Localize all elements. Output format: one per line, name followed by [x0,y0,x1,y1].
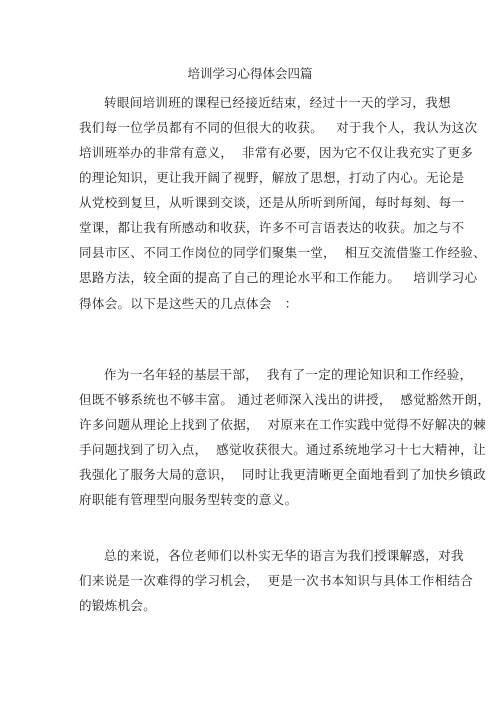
paragraph-2-line: 许多问题从理论上找到了依据， 对原来在工作实践中觉得不好解决的棘 [79,417,486,432]
paragraph-3-line: 的锻炼机会。 [79,598,157,613]
paragraph-2-line: 手问题找到了切入点， 感觉收获很大。通过系统地学习十七大精神，让 [79,442,486,457]
paragraph-3-line: 们来说是一次难得的学习机会， 更是一次书本知识与具体工作相结合 [79,573,474,588]
paragraph-1-line: 的理论知识，更让我开阔了视野，解放了思想，打动了内心。无论是 [79,170,465,185]
paragraph-2-line: 但既不够系统也不够丰富。 通过老师深入浅出的讲授， 感觉豁然开朗， [79,392,491,407]
paragraph-2-line: 作为一名年轻的基层干部， 我有了一定的理论知识和工作经验， [104,367,473,382]
paragraph-1-line: 堂课，都让我有所感动和收获，许多不可言语表达的收获。加之与不 [79,220,465,235]
paragraph-1-line: 培训班举办的非常有意义， 非常有必要，因为它不仅让我充实了更多 [79,145,474,160]
document-title: 培训学习心得体会四篇 [187,66,313,81]
paragraph-1-line: 我们每一位学员都有不同的但很大的收获。 对于我个人，我认为这次 [79,120,478,135]
paragraph-2-line: 府职能有管理型向服务型转变的意义。 [79,492,298,507]
paragraph-1-line: 思路方法，较全面的提高了自己的理论水平和工作能力。 培训学习心 [79,270,478,285]
paragraph-1-line: 得体会。以下是这些天的几点体会 ： [79,296,298,311]
paragraph-1-line: 从党校到复旦，从听课到交谈，还是从所听到所闻，每时每刻、每一 [79,195,465,210]
paragraph-1-line: 转眼间培训班的课程已经接近结束，经过十一天的学习，我想 [104,95,451,110]
paragraph-3-line: 总的来说，各位老师们以朴实无华的语言为我们授课解惑，对我 [104,548,464,563]
paragraph-2-line: 我强化了服务大局的意识， 同时让我更清晰更全面地看到了加快乡镇政 [79,467,486,482]
paragraph-1-line: 同县市区、不同工作岗位的同学们聚集一堂， 相互交流借鉴工作经验、 [79,245,486,260]
